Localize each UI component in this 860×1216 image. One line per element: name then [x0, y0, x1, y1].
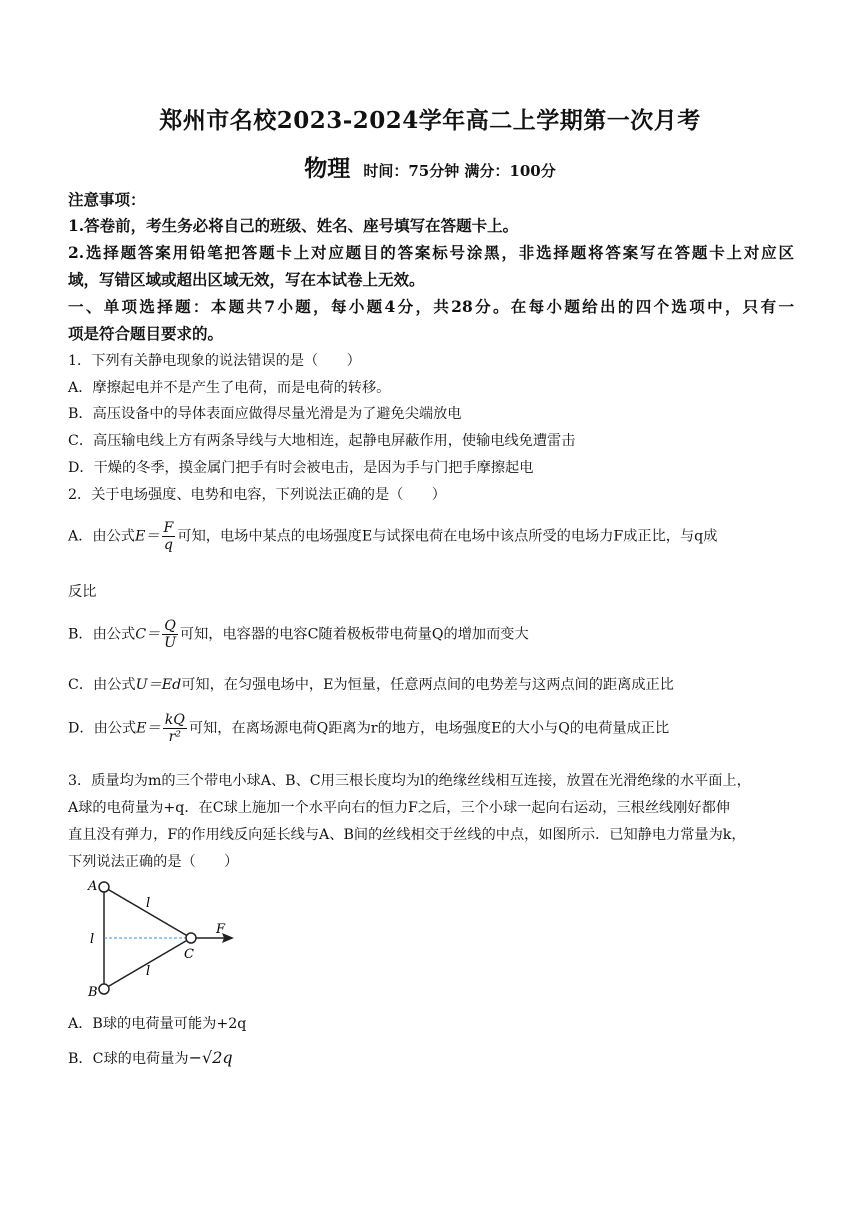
q2-d-prefix: D．由公式 [68, 720, 137, 737]
q2-d-text: 可知，在离场源电荷Q距离为r的地方，电场强度E的大小与Q的电荷量成正比 [188, 720, 670, 737]
q2-option-a-continued: 反比 [68, 584, 97, 600]
q2-option-d [68, 712, 794, 745]
q3-b-prefix: B．C球的电荷量为 [68, 1051, 189, 1067]
q3-b-value: −√2q [188, 1048, 233, 1067]
q2-b-formula-lhs: C＝ [135, 626, 161, 643]
label-c: C [184, 947, 194, 962]
label-f: F [216, 922, 226, 937]
q1-stem: 1．下列有关静电现象的说法错误的是（ ） [68, 353, 361, 369]
q2-b-denominator: U [164, 635, 177, 651]
q1-option-a: A．摩擦起电并不是产生了电荷，而是电荷的转移。 [68, 380, 391, 396]
string-ac [104, 887, 191, 938]
label-l-left: l [90, 932, 95, 947]
section-heading-line-2: 项是符合题目要求的。 [68, 324, 224, 343]
q2-option-c [68, 675, 794, 695]
q3-triangle-figure [84, 875, 244, 1000]
q2-a-numerator: F [163, 520, 174, 536]
q2-d-fraction [163, 712, 187, 745]
q2-option-b [68, 618, 794, 651]
q2-c-prefix: C．由公式 [68, 677, 136, 693]
ball-b [99, 984, 109, 994]
q2-b-fraction [162, 618, 178, 651]
q2-stem: 2．关于电场强度、电势和电容，下列说法正确的是（ ） [68, 487, 446, 503]
q2-c-formula: U＝Ed [135, 677, 182, 693]
q2-a-formula-lhs: E＝ [135, 528, 160, 545]
q2-a-denominator: q [163, 537, 174, 553]
exam-time-score: 时间：75分钟 满分：100分 [363, 162, 556, 180]
q1-option-c: C．高压输电线上方有两条导线与大地相连，起静电屏蔽作用，使输电线免遭雷击 [68, 433, 576, 449]
q2-b-text: 可知，电容器的电容C随着极板带电荷量Q的增加而变大 [179, 626, 529, 643]
section-heading-line-1: 一、单项选择题：本题共7小题，每小题4分，共28分。在每小题给出的四个选项中，只有一 [68, 297, 794, 316]
subject-name: 物理 [304, 155, 351, 182]
q3-stem-line-1: 3．质量均为m的三个带电小球A、B、C用三根长度均为l的绝缘丝线相互连接，放置在光滑绝缘的水平面上， [68, 773, 751, 789]
q1-option-d: D．干燥的冬季，摸金属门把手有时会被电击，是因为手与门把手摩擦起电 [68, 460, 534, 476]
q1-option-b: B．高压设备中的导体表面应做得尽量光滑是为了避免尖端放电 [68, 406, 462, 422]
q2-option-a [68, 520, 794, 553]
q2-d-numerator: kQ [164, 712, 185, 728]
ball-a [99, 882, 109, 892]
notes-item-2-line-2: 域，写错区域或超出区域无效，写在本试卷上无效。 [68, 270, 425, 289]
label-b: B [88, 985, 98, 1000]
label-a: A [88, 879, 98, 894]
ball-c [186, 933, 196, 943]
q2-c-text: 可知，在匀强电场中，E为恒量，任意两点间的电势差与这两点间的距离成正比 [181, 677, 674, 693]
q3-option-b [68, 1048, 794, 1069]
q2-a-fraction [162, 520, 176, 553]
q2-a-prefix: A．由公式 [68, 528, 135, 545]
exam-subtitle [0, 150, 860, 183]
q2-a-text: 可知，电场中某点的电场强度E与试探电荷在电场中该点所受的电场力F成正比，与q成 [177, 528, 718, 545]
q2-d-denominator: r² [168, 729, 182, 745]
label-l-top: l [146, 896, 151, 911]
notes-item-1: 1.答卷前，考生务必将自己的班级、姓名、座号填写在答题卡上。 [68, 216, 519, 235]
notes-heading: 注意事项： [68, 190, 146, 209]
q3-option-a: A．B球的电荷量可能为+2q [68, 1016, 247, 1032]
label-l-bottom: l [146, 964, 151, 979]
exam-title: 郑州市名校2023-2024学年高二上学期第一次月考 [159, 107, 701, 134]
q2-b-numerator: Q [164, 618, 176, 634]
q2-d-formula-lhs: E＝ [136, 720, 161, 737]
notes-item-2-line-1: 2.选择题答案用铅笔把答题卡上对应题目的答案标号涂黑，非选择题将答案写在答题卡上对应区 [68, 243, 794, 262]
q3-stem-line-2: A球的电荷量为+q．在C球上施加一个水平向右的恒力F之后，三个小球一起向右运动，三根丝线刚好都伸 [68, 800, 730, 816]
q3-stem-line-3: 直且没有弹力，F的作用线反向延长线与A、B间的丝线相交于丝线的中点，如图所示．已知静电力常量为k， [68, 827, 746, 843]
q2-b-prefix: B．由公式 [68, 626, 136, 643]
q3-stem-line-4: 下列说法正确的是（ ） [68, 854, 239, 870]
